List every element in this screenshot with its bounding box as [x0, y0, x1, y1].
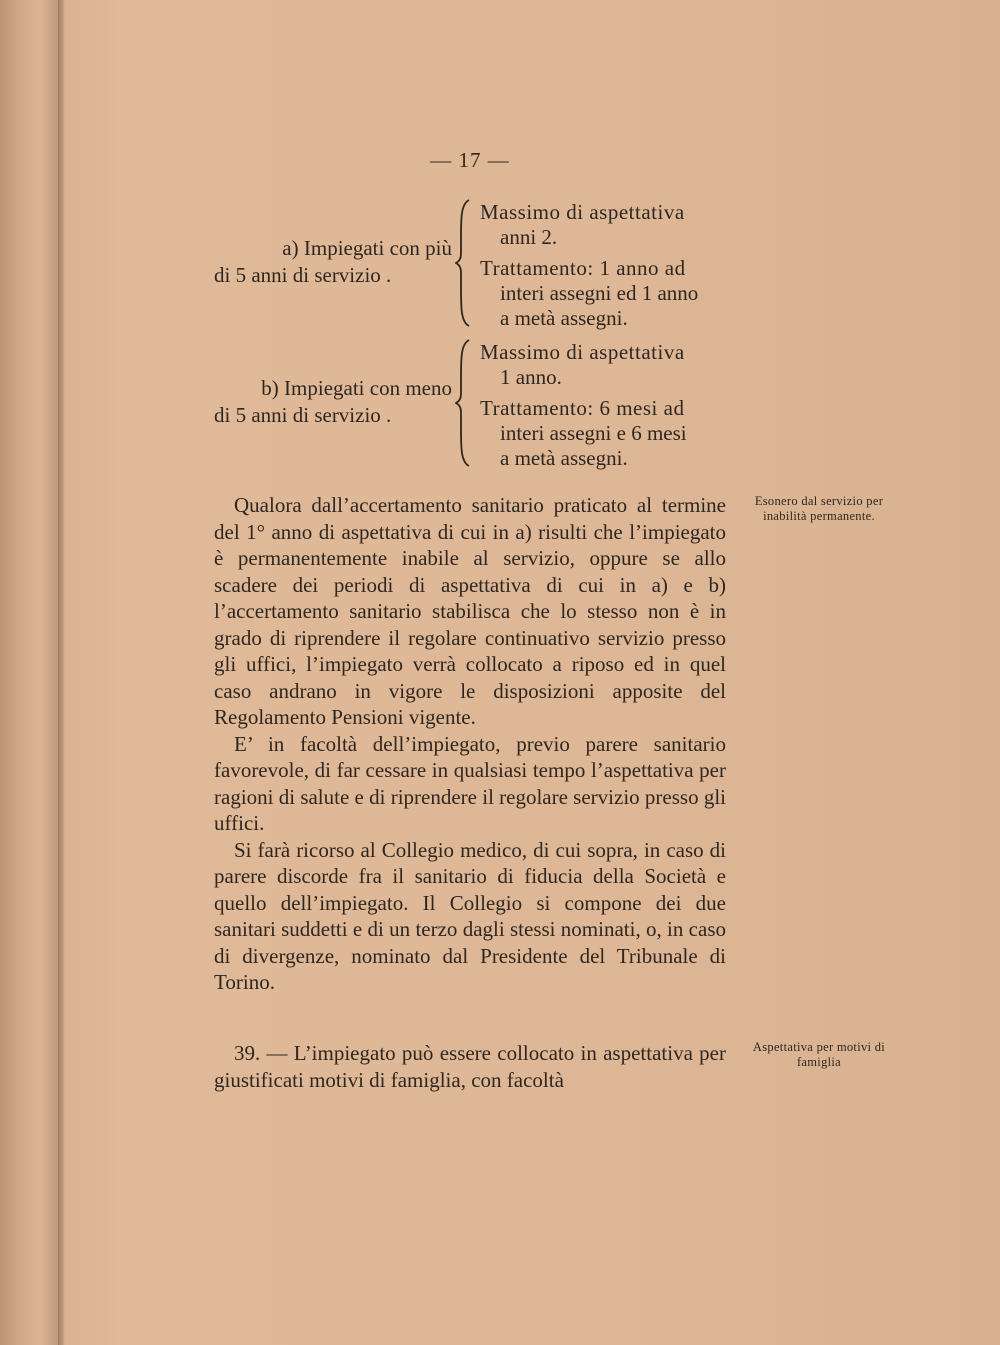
row-b-brace [455, 338, 473, 468]
row-b-label-line2: di 5 anni di servizio . [214, 403, 392, 427]
row-b-label-line1: b) Impiegati con meno [261, 376, 452, 400]
row-a-detail-4: interi assegni ed 1 anno [500, 281, 699, 305]
paragraph-resume-service: E’ in facoltà dell’impiegato, previo parere sanitario favorevole, di far cessare in qualsiasi tempo l’aspettativa per ragioni di salute e di riprendere il regolare servizio presso gli uffici. [214, 731, 726, 835]
paragraph-medical-board: Si farà ricorso al Collegio medico, di cui sopra, in caso di parere discorde fra il sanitario di fiducia della Società e quello dell’impiegato. Il Collegio si compone dei due sanitari suddetti e di un terzo dagli stessi nominati, o, in caso di divergenze, nominato dal Presidente del Tribunale di Torino. [214, 837, 726, 994]
row-a-detail-1: Massimo di aspettativa [480, 200, 685, 224]
row-a-brace [455, 198, 473, 328]
row-a-label-line1: a) Impiegati con più [282, 236, 452, 260]
row-a-detail-3: Trattamento: 1 anno ad [480, 256, 686, 280]
margin-note-family-leave: Aspettativa per motivi di famiglia [752, 1040, 886, 1069]
row-a-detail-5: a metà assegni. [500, 306, 628, 330]
book-gutter [58, 0, 64, 1345]
row-b-label [214, 375, 462, 429]
paragraph-article-39: 39. — L’impiegato può essere collocato in aspettativa per giustificati motivi di famiglia, con facoltà [214, 1041, 726, 1092]
margin-note-inability: Esonero dal servizio per inabilità permanente. [754, 494, 884, 523]
row-a-label-line2: di 5 anni di servizio . [214, 263, 392, 287]
article-39-text [214, 1040, 726, 1093]
row-b-detail-4: interi assegni e 6 mesi [500, 421, 687, 445]
row-b-detail-2: 1 anno. [500, 365, 562, 389]
row-b-details [480, 340, 740, 471]
row-a-detail-2: anni 2. [500, 225, 558, 249]
row-a-details [480, 200, 740, 331]
main-text [214, 492, 726, 996]
page-number: — 17 — [430, 148, 510, 172]
paragraph-inability: Qualora dall’accertamento sanitario praticato al termine del 1° anno di aspettativa di cui in a) risulti che l’impiegato è permanentemente inabile al servizio, oppure se allo scadere dei periodi di aspettativa di cui in a) e b) l’accertamento sanitario stabilisca che lo stesso non è in grado di riprendere il regolare continuativo servizio presso gli uffici, l’impiegato verrà collocato a riposo ed in quel caso andrano in vigore le disposizioni apposite del Regolamento Pensioni vigente. [214, 493, 726, 729]
row-b-detail-3: Trattamento: 6 mesi ad [480, 396, 685, 420]
row-b-detail-5: a metà assegni. [500, 446, 628, 470]
row-b-detail-1: Massimo di aspettativa [480, 340, 685, 364]
row-a-label [214, 235, 462, 289]
